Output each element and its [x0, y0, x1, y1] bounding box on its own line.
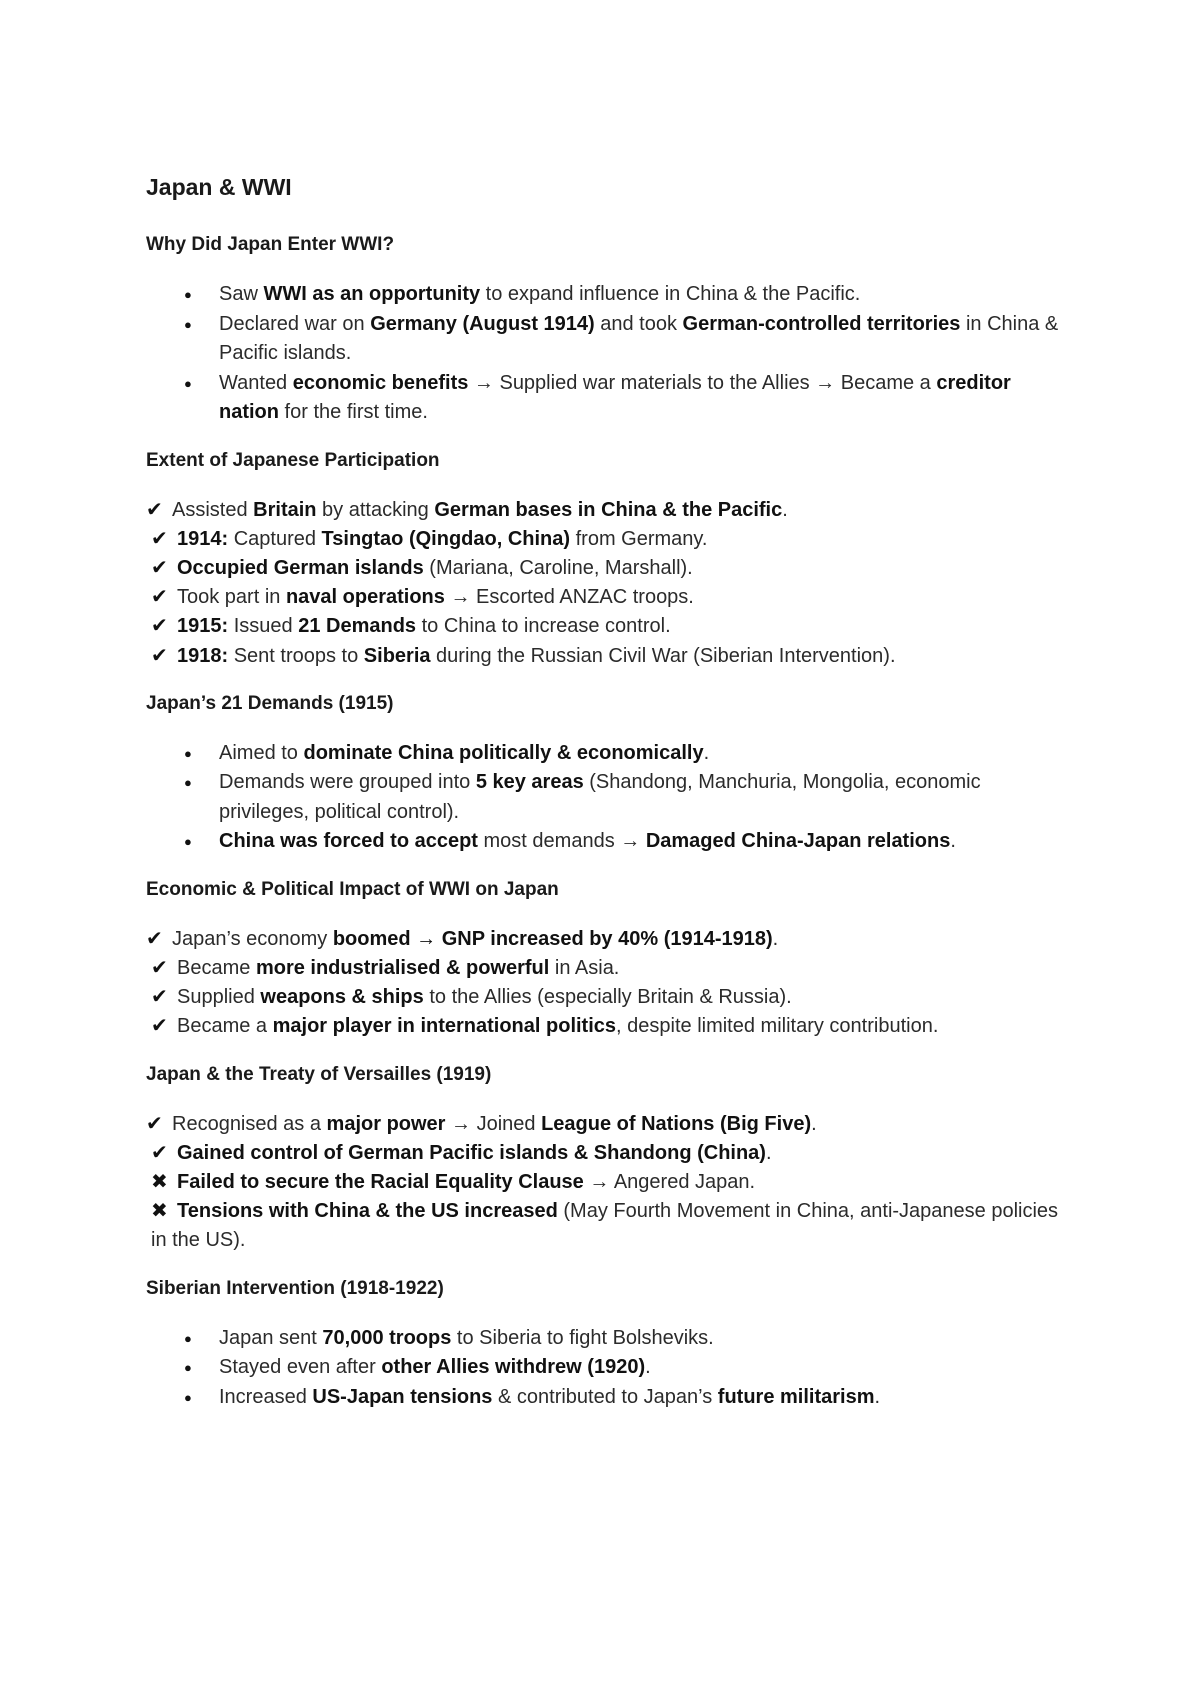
checkmark-icon: ✔ — [151, 986, 168, 1009]
list-item — [184, 1324, 1066, 1354]
cross-icon: ✖ — [151, 1200, 168, 1223]
check-list — [146, 496, 1066, 671]
checkmark-icon: ✔ — [151, 586, 168, 609]
text-run: . — [772, 927, 779, 950]
text-run: & contributed to Japan’s — [492, 1385, 718, 1408]
bold-text: Occupied German islands — [177, 556, 424, 579]
check-item — [146, 642, 1066, 671]
section — [146, 1276, 1066, 1413]
bullet-icon: ● — [184, 834, 192, 850]
bullet-icon: ● — [184, 316, 192, 332]
text-run: for the first time. — [279, 401, 428, 423]
bold-text: naval operations — [285, 586, 445, 609]
text-run: during the Russian Civil War (Siberian Intervention). — [430, 644, 896, 667]
list-item — [184, 768, 1066, 827]
text-run: to the Allies (especially Britain & Russia). — [423, 986, 792, 1009]
bold-text: major power — [326, 1112, 446, 1135]
text-run: to Siberia to fight Bolsheviks. — [451, 1326, 714, 1349]
bullet-list — [146, 280, 1066, 428]
text-run: Wanted — [219, 371, 293, 394]
checkmark-icon: ✔ — [151, 527, 168, 550]
text-run: Took part in — [177, 586, 286, 609]
check-item — [146, 554, 1066, 583]
checkmark-icon: ✔ — [146, 1112, 163, 1135]
text-run: . — [645, 1356, 651, 1379]
text-run: Became — [177, 956, 256, 979]
document-page — [146, 172, 1066, 1432]
text-run: most demands → — [477, 830, 646, 853]
text-run: Sent troops to — [228, 644, 364, 667]
text-run: Saw — [219, 283, 264, 305]
text-run: and took — [594, 312, 683, 335]
bold-text: boomed → GNP increased by 40% (1914-1918) — [332, 927, 773, 950]
check-item — [146, 1012, 1066, 1041]
section-heading: Siberian Intervention (1918-1922) — [146, 1277, 444, 1299]
section-heading: Japan & the Treaty of Versailles (1919) — [146, 1063, 492, 1085]
bold-text: League of Nations (Big Five) — [541, 1112, 812, 1135]
text-run: from Germany. — [570, 527, 708, 550]
text-run: (Shandong, Manchuria, Mongolia, economic privileges, political control). — [219, 771, 981, 823]
text-run: Japan’s economy — [172, 927, 333, 950]
text-run: . — [950, 830, 956, 853]
section — [146, 691, 1066, 857]
list-item — [184, 827, 1066, 857]
bold-text: Siberia — [363, 644, 431, 667]
bullet-icon: ● — [184, 775, 192, 791]
check-item — [146, 983, 1066, 1012]
check-item — [146, 925, 1066, 954]
checkmark-icon: ✔ — [151, 1141, 168, 1164]
bullet-list — [146, 1324, 1066, 1413]
section — [146, 1062, 1066, 1256]
bold-text: WWI as an opportunity — [263, 283, 481, 305]
list-item — [184, 310, 1066, 369]
check-item — [146, 1139, 1066, 1168]
section-heading: Economic & Political Impact of WWI on Japan — [146, 878, 559, 900]
bold-text: Gained control of German Pacific islands & Shandong (China) — [177, 1141, 766, 1164]
checkmark-icon: ✔ — [151, 956, 168, 979]
section-heading: Japan’s 21 Demands (1915) — [146, 692, 394, 714]
bold-text: 21 Demands — [298, 615, 417, 638]
bold-text: 1915: — [177, 615, 229, 638]
bold-text: Damaged China-Japan relations — [645, 830, 951, 853]
list-item — [184, 739, 1066, 769]
checkmark-icon: ✔ — [151, 1015, 168, 1038]
text-run: Issued — [228, 615, 299, 638]
text-run: , despite limited military contribution. — [616, 1015, 939, 1038]
text-run: → Escorted ANZAC troops. — [444, 586, 694, 609]
text-run: Recognised as a — [172, 1112, 327, 1135]
text-run: . — [765, 1141, 772, 1164]
text-run: by attacking — [316, 498, 435, 521]
text-run: → Joined — [445, 1112, 542, 1135]
text-run: → Angered Japan. — [583, 1170, 756, 1193]
text-run: Captured — [228, 527, 322, 550]
text-run: . — [782, 498, 788, 521]
bold-text: creditor nation — [219, 371, 1011, 423]
bold-text: future militarism — [717, 1385, 875, 1408]
bullet-icon: ● — [184, 1389, 192, 1405]
bold-text: dominate China politically & economically — [303, 741, 704, 764]
section — [146, 448, 1066, 671]
text-run: in China & Pacific islands. — [219, 312, 1059, 364]
bullet-icon: ● — [184, 375, 192, 391]
bold-text: other Allies withdrew (1920) — [381, 1356, 646, 1379]
bold-text: economic benefits — [292, 371, 469, 394]
checkmark-icon: ✔ — [151, 615, 168, 638]
bullet-icon: ● — [184, 1360, 192, 1376]
bold-text: Britain — [253, 498, 317, 521]
list-item — [184, 280, 1066, 310]
text-run: to China to increase control. — [416, 615, 671, 638]
section — [146, 877, 1066, 1042]
check-item — [146, 525, 1066, 554]
bold-text: Failed to secure the Racial Equality Clause — [177, 1170, 584, 1193]
bold-text: 1918: — [177, 644, 229, 667]
list-item — [184, 1353, 1066, 1383]
checkmark-icon: ✔ — [151, 556, 168, 579]
bullet-icon: ● — [184, 287, 192, 302]
check-item — [146, 1168, 1066, 1197]
bold-text: 70,000 troops — [322, 1326, 452, 1349]
check-item — [146, 1197, 1066, 1255]
checkmark-icon: ✔ — [146, 498, 163, 521]
bold-text: German bases in China & the Pacific — [434, 498, 783, 521]
text-run: Japan sent — [219, 1326, 323, 1349]
check-item — [146, 612, 1066, 641]
bold-text: more industrialised & powerful — [255, 956, 550, 979]
check-item — [146, 496, 1066, 525]
bold-text: Germany (August 1914) — [370, 312, 595, 335]
text-run: in Asia. — [549, 956, 620, 979]
check-item — [146, 954, 1066, 983]
sections-container — [146, 232, 1066, 1412]
check-list — [146, 1110, 1066, 1256]
section-heading: Extent of Japanese Participation — [146, 449, 440, 471]
bold-text: major player in international politics — [272, 1015, 617, 1038]
text-run: Aimed to — [219, 741, 304, 764]
bold-text: 5 key areas — [475, 771, 584, 794]
text-run: . — [811, 1112, 817, 1135]
text-run: Became a — [177, 1015, 273, 1038]
text-run: Assisted — [172, 498, 254, 521]
text-run: . — [703, 741, 710, 764]
check-item — [146, 1110, 1066, 1139]
list-item — [184, 369, 1066, 428]
list-item — [184, 1383, 1066, 1413]
cross-icon: ✖ — [151, 1170, 168, 1193]
text-run: (Mariana, Caroline, Marshall). — [423, 556, 693, 579]
check-item — [146, 583, 1066, 612]
text-run: . — [874, 1385, 881, 1408]
bold-text: German-controlled territories — [682, 312, 961, 335]
bullet-icon: ● — [184, 745, 192, 761]
section — [146, 232, 1066, 428]
text-run: Increased — [219, 1385, 313, 1408]
checkmark-icon: ✔ — [146, 927, 163, 950]
text-run: Declared war on — [219, 312, 371, 335]
bullet-icon: ● — [184, 1330, 192, 1346]
bold-text: China was forced to accept — [219, 830, 478, 853]
bold-text: US-Japan tensions — [312, 1385, 493, 1408]
text-run: Demands were grouped into — [219, 771, 476, 794]
bold-text: 1914: — [177, 527, 229, 550]
checkmark-icon: ✔ — [151, 644, 168, 667]
text-run: to expand influence in China & the Pacific. — [480, 283, 861, 305]
text-run: Stayed even after — [219, 1356, 382, 1379]
text-run: (May Fourth Movement in China, anti-Japanese policies in the US). — [151, 1200, 1059, 1252]
check-list — [146, 925, 1066, 1042]
bullet-list — [146, 739, 1066, 857]
bold-text: weapons & ships — [260, 986, 424, 1009]
section-heading: Why Did Japan Enter WWI? — [146, 234, 395, 255]
page-title: Japan & WWI — [146, 174, 292, 200]
text-run: Supplied — [177, 986, 261, 1009]
text-run: → Supplied war materials to the Allies → Became a — [468, 371, 937, 394]
bold-text: Tensions with China & the US increased — [177, 1200, 558, 1223]
bold-text: Tsingtao (Qingdao, China) — [321, 527, 571, 550]
